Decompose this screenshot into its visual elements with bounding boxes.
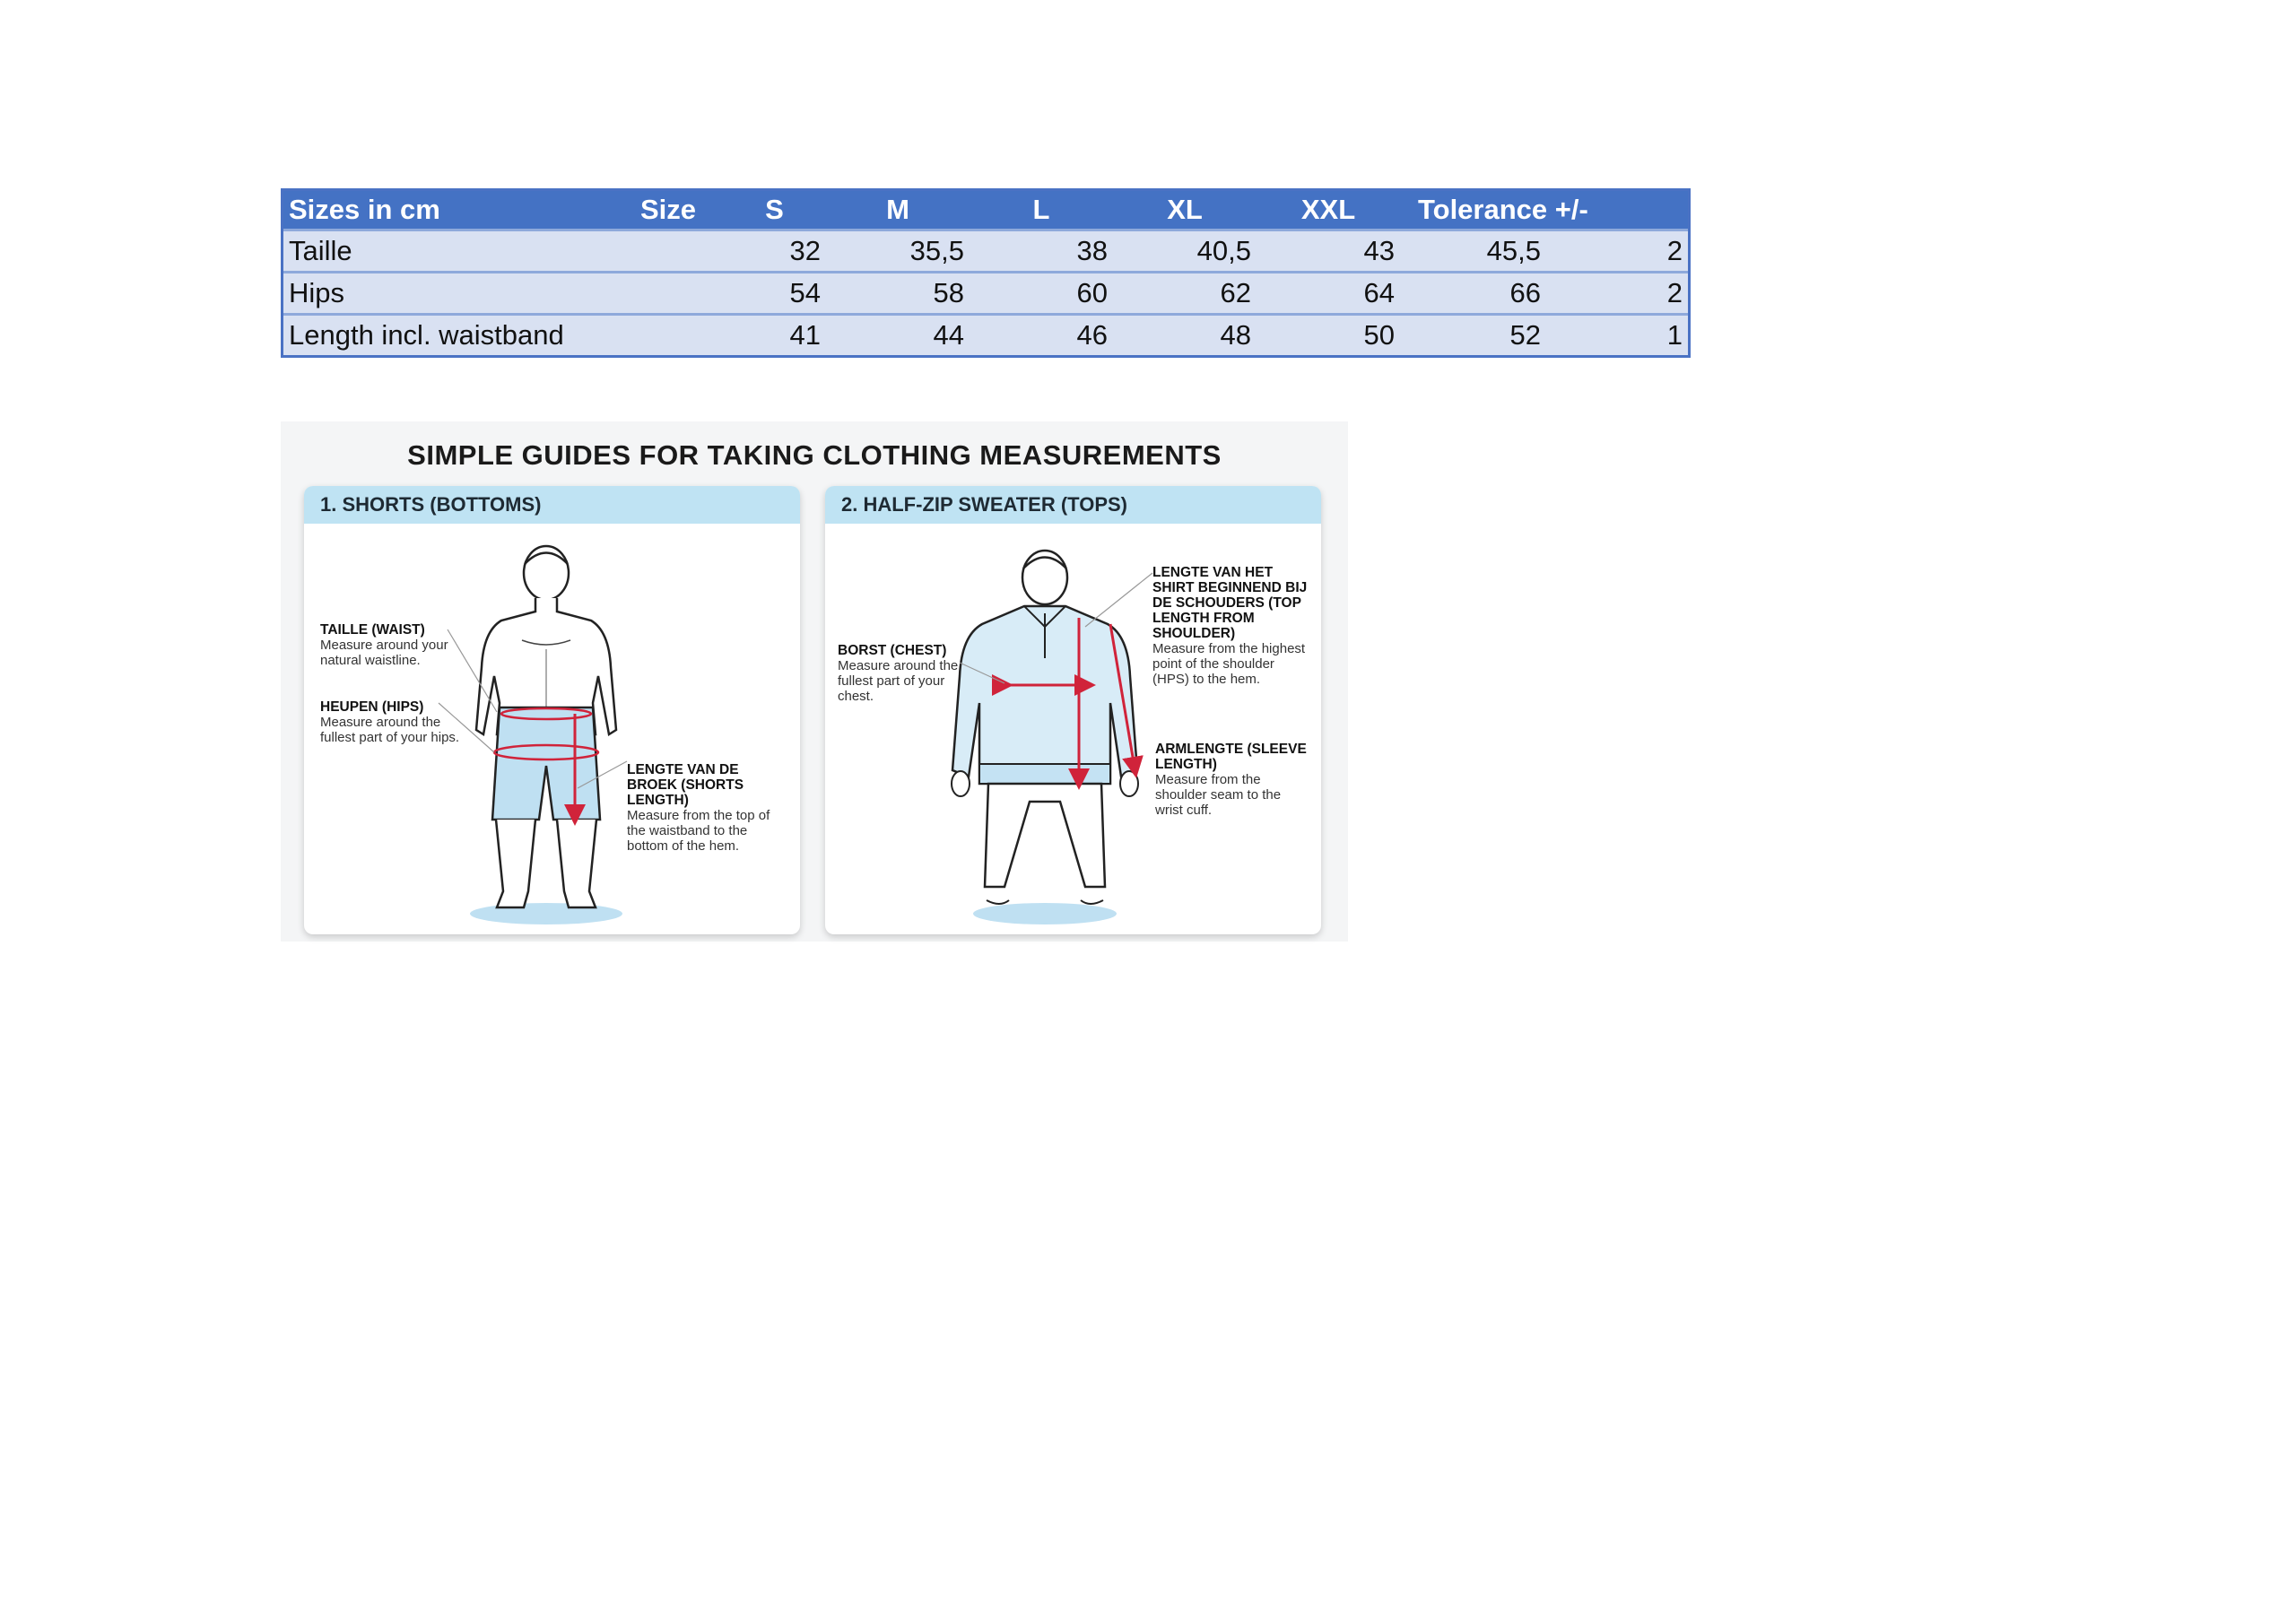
header-l: L — [1032, 194, 1050, 225]
cell-value: 35,5 — [909, 235, 964, 266]
cell-value: 66 — [1509, 277, 1541, 308]
header-xl: XL — [1167, 194, 1203, 225]
header-xxl: XXL — [1300, 194, 1356, 225]
row-label: Taille — [289, 235, 352, 266]
cell-value: 32 — [789, 235, 821, 266]
cell-value: 50 — [1363, 319, 1395, 351]
guide-title: SIMPLE GUIDES FOR TAKING CLOTHING MEASUREMENTS — [407, 439, 1222, 471]
header-tolerance: Tolerance +/- — [1418, 194, 1588, 225]
cell-value: 58 — [933, 277, 964, 308]
cell-value: 52 — [1509, 319, 1541, 351]
header-s: S — [765, 194, 784, 225]
hips-label: HEUPEN (HIPS) Measure around the fullest part of your hips. — [320, 699, 460, 745]
waist-label: TAILLE (WAIST) Measure around your natural waistline. — [320, 622, 448, 668]
cell-value: 60 — [1076, 277, 1108, 308]
cell-tolerance: 2 — [1666, 235, 1683, 266]
panel-title: 1. SHORTS (BOTTOMS) — [304, 486, 800, 524]
cell-tolerance: 1 — [1666, 319, 1683, 351]
cell-value: 38 — [1076, 235, 1108, 266]
cell-value: 40,5 — [1196, 235, 1251, 266]
panel-title: 2. HALF-ZIP SWEATER (TOPS) — [825, 486, 1321, 524]
cell-value: 41 — [789, 319, 821, 351]
cell-value: 45,5 — [1486, 235, 1541, 266]
header-sizes-in-cm: Sizes in cm — [289, 194, 440, 225]
cell-value: 64 — [1363, 277, 1395, 308]
cell-value: 62 — [1220, 277, 1251, 308]
cell-value: 46 — [1076, 319, 1108, 351]
cell-value: 44 — [933, 319, 964, 351]
shorts-length-label: LENGTE VAN DE BROEK (SHORTS LENGTH) Measure from the top of the waistband to the bottom of the hem. — [627, 762, 770, 854]
header-m: M — [886, 194, 909, 225]
header-size: Size — [639, 194, 696, 225]
cell-value: 48 — [1220, 319, 1251, 351]
table-row — [283, 229, 1688, 271]
row-label: Hips — [289, 277, 345, 308]
table-row — [283, 271, 1688, 313]
shorts-guide-panel — [304, 486, 800, 934]
table-row — [283, 313, 1688, 355]
cell-value: 43 — [1363, 235, 1395, 266]
sweater-guide-panel — [825, 486, 1321, 934]
table-header-row — [283, 191, 1688, 229]
chest-label: BORST (CHEST) Measure around the fullest part of your chest. — [838, 643, 959, 704]
top-length-label: LENGTE VAN HET SHIRT BEGINNEND BIJ DE SCHOUDERS (TOP LENGTH FROM SHOULDER) Measure from the highest point of the shoulder (HPS) to the hem. — [1152, 565, 1308, 687]
row-label: Length incl. waistband — [289, 319, 564, 351]
sleeve-length-label: ARMLENGTE (SLEEVE LENGTH) Measure from the shoulder seam to the wrist cuff. — [1155, 742, 1307, 818]
size-table — [281, 188, 1691, 358]
cell-value: 54 — [789, 277, 821, 308]
cell-tolerance: 2 — [1666, 277, 1683, 308]
measurement-guide — [281, 421, 1348, 942]
